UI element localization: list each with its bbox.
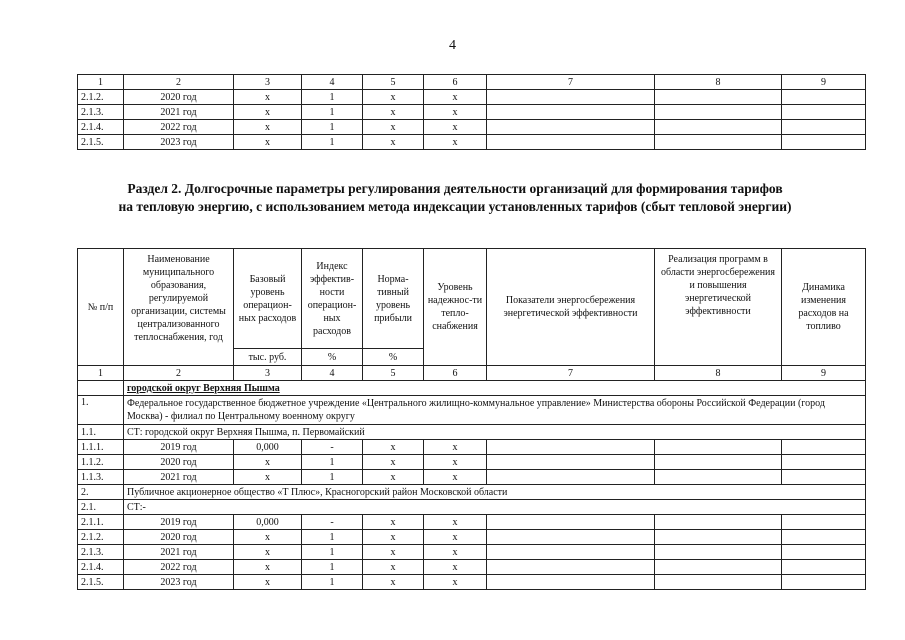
year-cell: 2020 год	[124, 455, 234, 470]
cell	[655, 560, 782, 575]
system-name: СТ:-	[124, 500, 866, 515]
cell: 0,000	[234, 440, 302, 455]
cell: 1	[302, 470, 363, 485]
cell: х	[424, 135, 487, 150]
cell: х	[424, 560, 487, 575]
organization-row	[78, 396, 866, 425]
cell	[487, 120, 655, 135]
cell: х	[363, 515, 424, 530]
header-fuel-dynamics: Динамика изменения расходов на топливо	[782, 249, 866, 366]
col-number: 8	[655, 75, 782, 90]
cell: х	[424, 530, 487, 545]
table-row	[78, 575, 866, 590]
cell: х	[424, 440, 487, 455]
col-number: 5	[363, 366, 424, 381]
cell	[655, 530, 782, 545]
cell: х	[234, 530, 302, 545]
year-cell: 2019 год	[124, 440, 234, 455]
year-cell: 2021 год	[124, 470, 234, 485]
col-number: 9	[782, 366, 866, 381]
col-number: 4	[302, 366, 363, 381]
year-cell: 2021 год	[124, 545, 234, 560]
cell: х	[363, 470, 424, 485]
cell: х	[363, 560, 424, 575]
cell: х	[424, 105, 487, 120]
cell	[487, 135, 655, 150]
cell: -	[302, 515, 363, 530]
cell: х	[424, 515, 487, 530]
table-row	[78, 515, 866, 530]
table-row	[78, 105, 866, 120]
cell: х	[424, 545, 487, 560]
organization-name: Публичное акционерное общество «Т Плюс», Красногорский район Московской области	[124, 485, 866, 500]
cell	[655, 470, 782, 485]
cell: х	[234, 455, 302, 470]
cell	[487, 105, 655, 120]
cell: х	[363, 545, 424, 560]
main-table-header	[78, 249, 866, 349]
table-row	[78, 135, 866, 150]
top-table-col-numbers	[78, 75, 866, 90]
organization-name: Федеральное государственное бюджетное учреждение «Центрального жилищно-коммунальное управление» Министерства обороны Российской Федерации (город Москва) - филиал по Центральному военному округу	[124, 396, 866, 425]
unit-cell: %	[363, 349, 424, 366]
municipality-name: городской округ Верхняя Пышма	[124, 381, 866, 396]
system-row	[78, 425, 866, 440]
row-number: 2.1.5.	[78, 575, 124, 590]
cell: 1	[302, 90, 363, 105]
cell: х	[424, 455, 487, 470]
cell: 1	[302, 120, 363, 135]
municipality-row	[78, 381, 866, 396]
col-number: 5	[363, 75, 424, 90]
cell	[487, 515, 655, 530]
cell	[487, 470, 655, 485]
row-number: 2.1.2.	[78, 90, 124, 105]
cell	[655, 90, 782, 105]
cell: 1	[302, 455, 363, 470]
cell	[487, 455, 655, 470]
main-table	[77, 248, 866, 590]
cell	[487, 90, 655, 105]
cell	[782, 515, 866, 530]
header-efficiency-index: Индекс эффектив-ности операцион-ных расходов	[302, 249, 363, 349]
cell	[487, 530, 655, 545]
cell: х	[363, 90, 424, 105]
col-number: 8	[655, 366, 782, 381]
cell	[782, 440, 866, 455]
system-row	[78, 500, 866, 515]
row-number: 2.1.4.	[78, 560, 124, 575]
col-number: 6	[424, 75, 487, 90]
year-cell: 2022 год	[124, 120, 234, 135]
page-number: 4	[449, 38, 456, 53]
col-number: 9	[782, 75, 866, 90]
section-heading	[60, 180, 850, 216]
cell: х	[234, 470, 302, 485]
cell: 1	[302, 545, 363, 560]
year-cell: 2023 год	[124, 575, 234, 590]
cell: 1	[302, 105, 363, 120]
row-number: 1.1.2.	[78, 455, 124, 470]
cell: -	[302, 440, 363, 455]
year-cell: 2019 год	[124, 515, 234, 530]
col-number: 2	[124, 366, 234, 381]
col-number: 2	[124, 75, 234, 90]
col-number: 7	[487, 366, 655, 381]
unit-cell: %	[302, 349, 363, 366]
cell	[782, 90, 866, 105]
row-number: 1.1.3.	[78, 470, 124, 485]
cell	[782, 575, 866, 590]
cell	[782, 530, 866, 545]
cell: х	[234, 545, 302, 560]
cell	[487, 560, 655, 575]
row-number: 2.	[78, 485, 124, 500]
row-number: 2.1.2.	[78, 530, 124, 545]
row-number: 1.1.1.	[78, 440, 124, 455]
cell: х	[363, 105, 424, 120]
table-row	[78, 120, 866, 135]
cell: х	[234, 105, 302, 120]
cell: х	[234, 575, 302, 590]
cell	[655, 575, 782, 590]
cell	[782, 545, 866, 560]
cell	[487, 545, 655, 560]
section-heading-line2: на тепловую энергию, с использованием метода индексации установленных тарифов (сбыт тепловой энергии)	[118, 199, 792, 214]
cell	[782, 105, 866, 120]
cell: х	[424, 120, 487, 135]
col-number: 7	[487, 75, 655, 90]
table-row	[78, 470, 866, 485]
table-row	[78, 530, 866, 545]
row-number: 2.1.	[78, 500, 124, 515]
header-base-costs: Базовый уровень операцион-ных расходов	[234, 249, 302, 349]
cell	[782, 470, 866, 485]
year-cell: 2023 год	[124, 135, 234, 150]
cell: х	[363, 135, 424, 150]
cell: х	[363, 120, 424, 135]
cell: х	[234, 120, 302, 135]
section-heading-line1: Раздел 2. Долгосрочные параметры регулирования деятельности организаций для формирования тарифов	[127, 181, 783, 196]
cell: х	[234, 135, 302, 150]
row-number: 2.1.1.	[78, 515, 124, 530]
col-number: 3	[234, 366, 302, 381]
header-energy-programs: Реализация программ в области энергосбережения и повышения энергетической эффективности	[655, 249, 782, 366]
row-number: 2.1.5.	[78, 135, 124, 150]
col-number: 4	[302, 75, 363, 90]
cell: х	[424, 90, 487, 105]
table-row	[78, 545, 866, 560]
row-number: 2.1.3.	[78, 105, 124, 120]
cell	[655, 120, 782, 135]
row-number: 2.1.4.	[78, 120, 124, 135]
year-cell: 2021 год	[124, 105, 234, 120]
year-cell: 2020 год	[124, 90, 234, 105]
cell: 1	[302, 530, 363, 545]
col-number: 3	[234, 75, 302, 90]
cell	[655, 105, 782, 120]
system-name: СТ: городской округ Верхняя Пышма, п. Первомайский	[124, 425, 866, 440]
table-row	[78, 560, 866, 575]
row-number: 1.	[78, 396, 124, 425]
cell: х	[234, 90, 302, 105]
unit-cell: тыс. руб.	[234, 349, 302, 366]
empty-cell	[78, 381, 124, 396]
cell	[487, 575, 655, 590]
col-number: 1	[78, 75, 124, 90]
cell	[655, 440, 782, 455]
cell: х	[363, 440, 424, 455]
cell: 0,000	[234, 515, 302, 530]
table-row	[78, 90, 866, 105]
year-cell: 2020 год	[124, 530, 234, 545]
cell	[655, 135, 782, 150]
cell	[655, 455, 782, 470]
organization-row	[78, 485, 866, 500]
cell: 1	[302, 575, 363, 590]
header-profit-level: Норма-тивный уровень прибыли	[363, 249, 424, 349]
top-table	[77, 74, 866, 150]
table-row	[78, 440, 866, 455]
cell: х	[363, 530, 424, 545]
table-row	[78, 455, 866, 470]
cell: х	[234, 560, 302, 575]
cell	[782, 120, 866, 135]
cell: х	[424, 470, 487, 485]
header-reliability: Уровень надежнос-ти тепло-снабжения	[424, 249, 487, 366]
cell	[782, 560, 866, 575]
header-name: Наименование муниципального образования, регулируемой организации, системы централизованного теплоснабжения, год	[124, 249, 234, 366]
header-energy-indicators: Показатели энергосбережения энергетической эффективности	[487, 249, 655, 366]
cell: х	[363, 575, 424, 590]
cell	[655, 545, 782, 560]
cell: 1	[302, 135, 363, 150]
col-number: 6	[424, 366, 487, 381]
row-number: 2.1.3.	[78, 545, 124, 560]
cell	[782, 455, 866, 470]
cell	[655, 515, 782, 530]
cell: 1	[302, 560, 363, 575]
cell	[782, 135, 866, 150]
main-table-col-numbers	[78, 366, 866, 381]
cell: х	[424, 575, 487, 590]
row-number: 1.1.	[78, 425, 124, 440]
year-cell: 2022 год	[124, 560, 234, 575]
header-num: № п/п	[78, 249, 124, 366]
cell	[487, 440, 655, 455]
cell: х	[363, 455, 424, 470]
col-number: 1	[78, 366, 124, 381]
